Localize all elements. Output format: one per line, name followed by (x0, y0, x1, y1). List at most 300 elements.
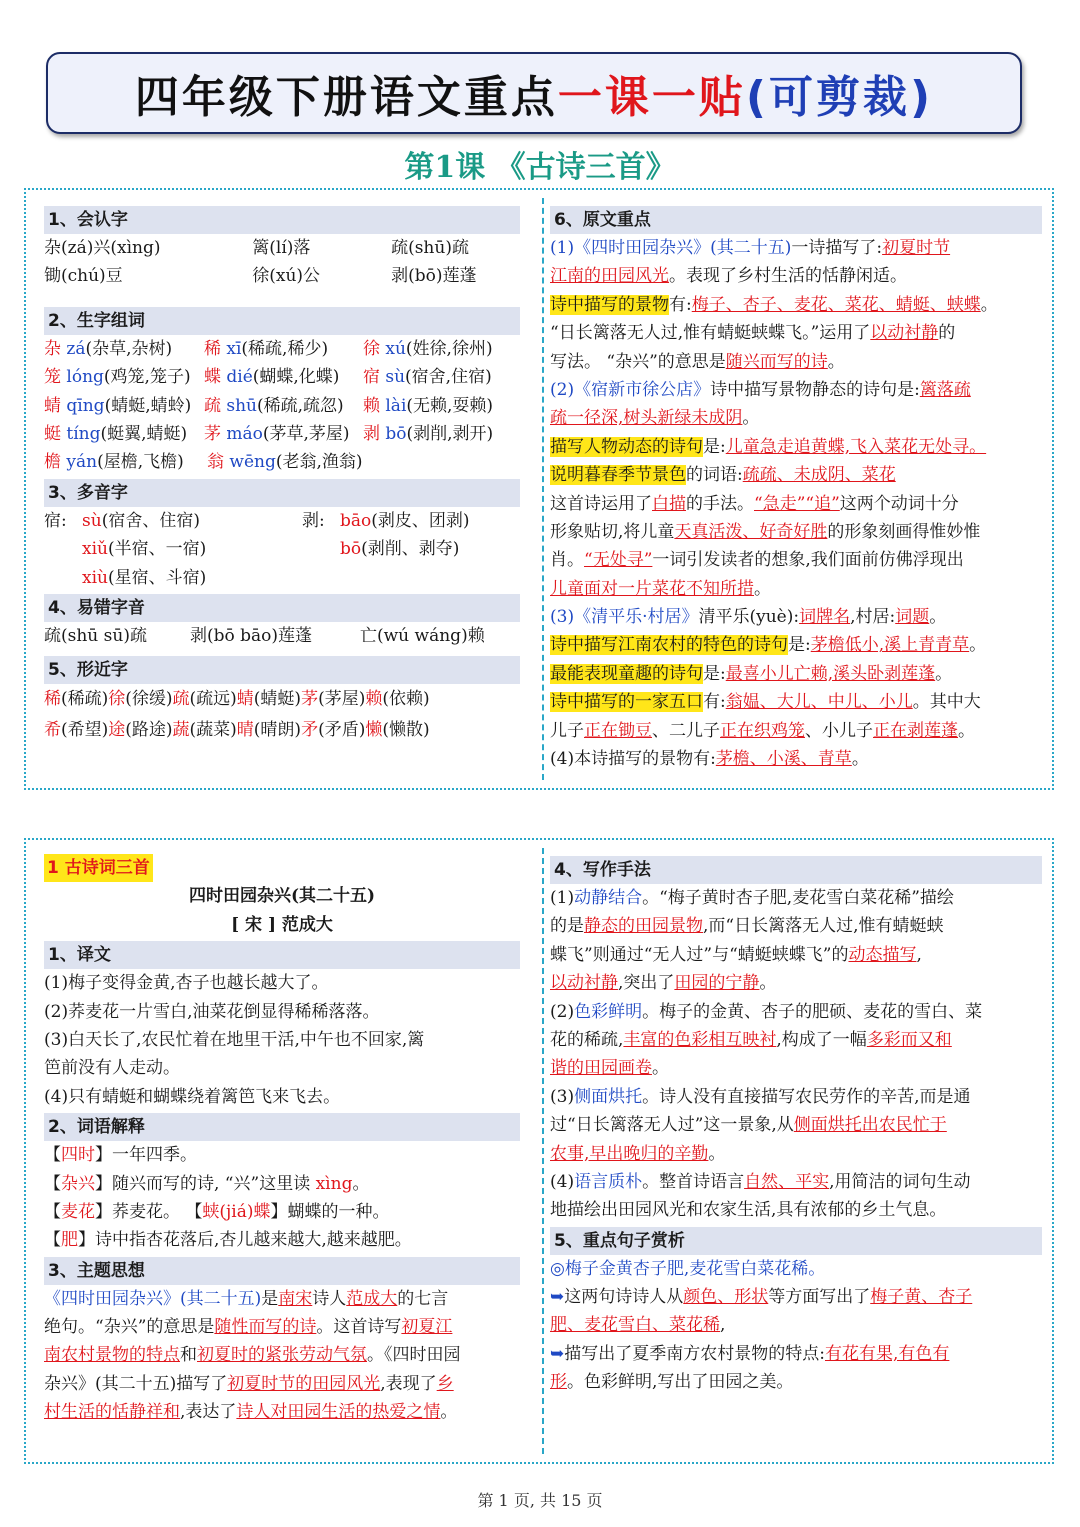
text-segment: 。梅子的金黄、杏子的肥硕、麦花的雪白、菜 (642, 1001, 983, 1022)
polyphone-part: bō (340, 539, 362, 560)
word-compounds: (蜓翼,蜻蜓) (100, 423, 188, 444)
text-segment: 是 (261, 1288, 279, 1309)
word-item (363, 335, 520, 363)
lesson-title: 第1课 《古诗三首》 (404, 150, 676, 185)
polyphone-row (44, 507, 520, 535)
similar-char: 希 (44, 720, 61, 741)
word-char: 稀 (203, 338, 221, 359)
page-title-banner (46, 52, 1022, 134)
word-item (363, 363, 520, 391)
word-pinyin: qīng (61, 395, 105, 416)
note-line (550, 461, 1042, 489)
word-pinyin: sù (379, 367, 406, 388)
poem-reference: 动静结合 (574, 888, 643, 908)
similar-row (44, 715, 520, 746)
similar-word: (晴朗) (253, 720, 302, 741)
text-segment: 绝句。“杂兴”的意思是 (44, 1317, 215, 1338)
title-main: 四年级下册语文重点 (134, 72, 558, 123)
word-compounds: (无赖,耍赖) (406, 395, 494, 416)
pronunciation-part: 剥(bō (190, 625, 241, 646)
key-answer: 随性而写的诗 (214, 1317, 317, 1338)
writing-techniques (550, 884, 1042, 1225)
text-segment: 。诗人没有直接描写农民劳作的辛苦,而是通 (642, 1086, 971, 1107)
note-line (550, 603, 1042, 631)
key-answer: 以动衬静 (870, 323, 939, 344)
text-segment: 过“日长篱落无人过”这一景象,从 (550, 1115, 794, 1136)
polyphone-part: 宿: (44, 510, 67, 531)
word-compounds: (剥削,剥开) (406, 423, 494, 444)
key-answer: 多彩而又和 (866, 1029, 952, 1050)
poem-reference: (3)《清平乐·村居》 (550, 607, 699, 628)
section-header: 1、会认字 (44, 206, 520, 234)
highlight-phrase: 诗中描写江南农村的特色的诗句 (550, 635, 788, 656)
word-row (44, 335, 520, 363)
polyphone-part: xiù (82, 567, 108, 588)
word-item (363, 392, 520, 420)
text-segment: 花的稀疏, (550, 1029, 624, 1050)
text-segment: 蝶飞”则通过“无人过”与“蜻蜓蛱蝶飞”的 (550, 944, 849, 965)
text-segment: 有: (703, 692, 726, 713)
text-segment: 。 (929, 607, 947, 628)
poem-author: [ 宋 ] 范成大 (231, 914, 333, 935)
text-segment: 。整首诗语言 (642, 1171, 745, 1192)
sentence-analysis (550, 1255, 1042, 1397)
word-pinyin: dié (220, 367, 253, 388)
note-line (550, 376, 1042, 404)
similar-word: (蜻蜓) (253, 689, 302, 710)
word-pinyin: tíng (61, 423, 101, 444)
word-row (44, 392, 520, 420)
word-pinyin: xī (220, 338, 242, 359)
text-segment: 。 (759, 973, 777, 994)
note-line (550, 688, 1042, 716)
polyphone-row (44, 535, 520, 563)
key-answer: 静态的田园景物 (584, 916, 703, 937)
note-line (550, 319, 1042, 347)
pronunciation-item (190, 622, 360, 650)
translation-line: (2)荞麦花一片雪白,油菜花倒显得稀稀落落。 (44, 1001, 380, 1022)
similar-char: 懒 (365, 720, 383, 741)
similar-word: (依赖) (382, 689, 430, 710)
text-segment: 这两句诗诗人从 (564, 1287, 684, 1308)
text-segment: 一诗描写了: (791, 238, 883, 258)
text-segment: 诗中描写景物静态的诗句是: (710, 379, 920, 400)
section-header: 3、多音字 (44, 479, 520, 507)
key-answer: 田园的宁静 (674, 973, 760, 994)
polyphone-right (302, 507, 470, 535)
panel-poem-notes (24, 838, 1054, 1464)
text-segment: 肖。 (550, 550, 584, 571)
theme-line (44, 1370, 520, 1398)
key-answer: 随兴而写的诗 (725, 351, 828, 372)
key-answer: 词题 (895, 607, 930, 628)
column-divider (542, 198, 544, 780)
poem-reference: ◎梅子金黄杏子肥,麦花雪白菜花稀。 (550, 1258, 826, 1279)
title-note: (可剪裁) (745, 72, 934, 123)
poem-reference: (1)《四时田园杂兴》(其二十五) (550, 238, 792, 258)
pronunciation-item (360, 622, 520, 650)
key-answer: 谐的田园画卷 (550, 1058, 652, 1079)
poem-reference: 《四时田园杂兴》(其二十五) (44, 1288, 262, 1309)
pronunciation-part: )赖 (461, 625, 485, 646)
translation-list (44, 969, 520, 1111)
panel2-left-column (44, 854, 520, 1427)
text-segment: 的手法。 (686, 493, 754, 514)
text-segment: xìng (315, 1173, 353, 1194)
word-item (44, 420, 204, 448)
word-row (44, 420, 520, 448)
key-answer: 正在织鸡笼 (720, 720, 805, 741)
char-row (44, 234, 520, 262)
word-char: 剥 (362, 423, 380, 444)
panel-key-points (24, 188, 1054, 790)
text-segment: 。色彩鲜明,写出了田园之美。 (567, 1372, 794, 1393)
text-segment: 儿子 (550, 720, 584, 741)
note-line (550, 291, 1042, 319)
word-item (204, 363, 363, 391)
polyphone-list (44, 507, 520, 592)
word-row (44, 363, 520, 391)
key-answer: 词牌名 (799, 607, 851, 628)
word-compounds: (杂草,杂树) (85, 338, 173, 359)
text-segment: 。 (827, 351, 845, 372)
poem-reference: ➥ (550, 1343, 565, 1364)
technique-line (550, 941, 1042, 969)
word-compounds: (鸡笼,笼子) (103, 367, 191, 388)
similar-char: 蔬 (172, 720, 190, 741)
word-compounds: (姓徐,徐州) (405, 338, 493, 359)
char-item: 徐(xú)公 (252, 266, 321, 287)
polyphone-left (44, 535, 302, 563)
text-segment: ,用简洁的词句生动 (829, 1171, 971, 1192)
word-pinyin: bō (379, 423, 407, 444)
text-segment: 是: (788, 635, 811, 656)
text-segment: “日长篱落无人过,惟有蜻蜓蛱蝶飞。”运用了 (550, 323, 871, 344)
char-row (44, 262, 520, 290)
text-segment: (2) (550, 1001, 575, 1022)
glossary-list (44, 1141, 520, 1255)
text-segment: 肥 (61, 1230, 78, 1251)
key-answer: 疏一径深,树头新绿未成阴 (550, 408, 743, 429)
lesson-tag: 1 古诗词三首 (44, 854, 153, 882)
text-segment: 形象贴切,将儿童 (550, 521, 675, 542)
lesson-tag-line (44, 854, 520, 882)
page-number: 第 1 页, 共 15 页 (477, 1491, 603, 1510)
text-segment: 的是 (550, 916, 584, 937)
key-answer: 乡 (436, 1373, 454, 1394)
text-segment: 、二儿子 (652, 720, 720, 741)
section-header: 2、生字组词 (44, 307, 520, 335)
text-segment: 。 (652, 1058, 669, 1079)
note-line (550, 717, 1042, 745)
polyphone-part: bāo (340, 510, 372, 531)
key-answer: 疏疏、未成阴、菜花 (742, 465, 896, 486)
key-answer: 农事,早出晚归的辛勤 (550, 1143, 709, 1164)
text-segment: 地描绘出田园风光和农家生活,具有浓郁的乡土气息。 (550, 1200, 947, 1221)
text-segment: 这首诗运用了 (550, 493, 652, 514)
similar-word: (希望) (61, 720, 109, 741)
key-answer: 正在锄豆 (584, 720, 652, 741)
similar-word: (蔬菜) (189, 720, 237, 741)
glossary-line (44, 1170, 520, 1198)
similar-word: (疏远) (189, 689, 237, 710)
word-compounds: (老翁,渔翁) (275, 452, 363, 473)
text-segment: 四时 (61, 1145, 95, 1166)
similar-char: 徐 (108, 689, 126, 710)
text-segment: 蛱(jiá)蝶 (202, 1201, 271, 1222)
text-segment: 一词引发读者的想象,我们面前仿佛浮现出 (652, 550, 964, 571)
text-segment: 。 (980, 294, 998, 315)
word-item (44, 392, 204, 420)
polyphone-right (302, 535, 459, 563)
word-compounds: (稀疏,疏忽) (257, 395, 344, 416)
key-text-notes (550, 234, 1042, 773)
section-header: 4、易错字音 (44, 594, 520, 622)
word-item (44, 448, 207, 476)
theme-text (44, 1285, 520, 1427)
word-item (363, 420, 520, 448)
word-char: 蜓 (44, 423, 61, 444)
note-line (550, 660, 1042, 688)
text-segment: 。“梅子黄时杏子肥,麦花雪白菜花稀”描绘 (642, 888, 954, 908)
pronunciation-item (44, 622, 190, 650)
word-pinyin: yán (61, 452, 98, 473)
similar-char: 矛 (301, 720, 319, 741)
text-segment: 、小儿子 (805, 720, 873, 741)
polyphone-part: (剥皮、团剥) (371, 510, 470, 531)
text-segment: , (720, 1315, 726, 1336)
text-segment: 【 (44, 1230, 61, 1251)
word-char: 翁 (207, 452, 224, 473)
text-segment: 是: (703, 663, 726, 684)
char-item: 锄(chú)豆 (44, 266, 123, 287)
text-segment: 的七言 (397, 1288, 449, 1309)
text-segment: 的形象刻画得惟妙惟 (827, 521, 981, 542)
pronunciation-row (44, 622, 520, 650)
section-header: 4、写作手法 (550, 856, 1042, 884)
key-answer: 村生活的恬静祥和 (44, 1402, 180, 1423)
similar-chars-list (44, 684, 520, 746)
text-segment: ,突出了 (618, 973, 675, 994)
note-line (550, 348, 1042, 376)
note-line (550, 518, 1042, 546)
key-answer: 颜色、形状 (683, 1287, 769, 1308)
text-segment: 。 (969, 635, 987, 656)
note-line (550, 631, 1042, 659)
key-answer: 初夏时节的田园风光 (227, 1373, 381, 1394)
technique-line (550, 1083, 1042, 1111)
translation-line: (4)只有蜻蜓和蝴蝶绕着篱笆飞来飞去。 (44, 1086, 341, 1107)
polyphone-part: sù (82, 510, 102, 531)
word-pinyin: zá (61, 338, 86, 359)
text-segment: 的词语: (686, 465, 743, 486)
word-char: 宿 (362, 367, 380, 388)
note-line (550, 262, 1042, 290)
note-line (550, 546, 1042, 574)
technique-line (550, 1196, 1042, 1224)
poem-reference: 色彩鲜明 (574, 1001, 643, 1022)
technique-line (550, 1111, 1042, 1139)
pronunciation-part: 亡(wú (360, 625, 415, 646)
polyphone-part: (半宿、一宿) (107, 539, 207, 560)
similar-char: 赖 (365, 689, 383, 710)
word-compounds: (茅草,茅屋) (262, 423, 350, 444)
text-segment: 麦花 (61, 1201, 95, 1222)
similar-word: (矛盾) (318, 720, 366, 741)
key-answer: 初夏江 (401, 1317, 453, 1338)
word-compounds: (蜻蜓,蜻蛉) (104, 395, 192, 416)
technique-line (550, 884, 1042, 912)
similar-char: 疏 (172, 689, 190, 710)
similar-char: 蜻 (236, 689, 254, 710)
polyphone-left (44, 507, 302, 535)
text-segment: ,村居: (850, 607, 896, 628)
polyphone-part: (剥削、剥夺) (361, 539, 460, 560)
section-header: 3、主题思想 (44, 1257, 520, 1285)
word-char: 杂 (44, 338, 61, 359)
pronunciation-part: bāo (240, 625, 272, 646)
key-answer: 诗人对田园生活的热爱之情 (236, 1402, 441, 1423)
note-line (550, 490, 1042, 518)
similar-word: (懒散) (382, 720, 430, 741)
key-answer: 南宋 (278, 1288, 313, 1309)
key-answer: 有花有果,有色有 (824, 1343, 950, 1364)
glossary-line (44, 1141, 520, 1169)
char-item: 篱(lí)落 (252, 238, 311, 258)
section-header: 2、词语解释 (44, 1113, 520, 1141)
key-answer: 丰富的色彩相互映衬 (623, 1029, 777, 1050)
text-segment: 的 (938, 323, 956, 344)
text-segment: 。 (352, 1173, 370, 1194)
key-answer: 梅子黄、杏子 (870, 1287, 973, 1308)
analysis-line (550, 1340, 1042, 1368)
poem-reference: 语言质朴 (574, 1171, 643, 1192)
key-answer: 白描 (652, 493, 686, 514)
translation-line: (1)梅子变得金黄,杏子也越长越大了。 (44, 973, 329, 994)
text-segment: (4)本诗描写的景物有: (550, 749, 716, 770)
key-answer: 江南的田园风光 (550, 266, 669, 287)
text-segment: , (916, 944, 922, 965)
text-segment: 】诗中指杏花落后,杏儿越来越大,越来越肥。 (78, 1230, 412, 1251)
technique-line (550, 1168, 1042, 1196)
panel1-right-column (550, 204, 1042, 773)
text-segment: 。这首诗写 (316, 1317, 402, 1338)
technique-line (550, 1026, 1042, 1054)
word-pinyin: lài (379, 395, 407, 416)
text-segment: 。 (851, 749, 869, 770)
key-answer: 梅子、杏子、麦花、菜花、蜻蜓、蛱蝶 (691, 294, 981, 315)
char-item: 疏(shū)疏 (391, 238, 469, 258)
translation-line: (3)白天长了,农民忙着在地里干活,中午也不回家,篱 (44, 1029, 425, 1050)
word-item (44, 363, 204, 391)
key-answer: 范成大 (346, 1288, 398, 1309)
char-item: 杂(zá)兴(xìng) (44, 238, 161, 258)
theme-line (44, 1313, 520, 1341)
text-segment: 。 (440, 1402, 458, 1423)
text-segment: 描写出了夏季南方农村景物的特点: (564, 1343, 825, 1364)
text-segment: ,构成了一幅 (776, 1029, 867, 1050)
note-line (550, 575, 1042, 603)
polyphone-part: (宿舍、住宿) (101, 510, 200, 531)
highlight-phrase: 说明暮春季节景色 (550, 465, 686, 486)
text-segment: 杂兴》(其二十五)描写了 (44, 1373, 228, 1394)
text-segment: (3) (550, 1086, 575, 1107)
key-answer: 肥、麦花雪白、菜花稀 (550, 1315, 720, 1336)
polyphone-part: xiǔ (82, 539, 108, 560)
text-segment: 等方面写出了 (768, 1287, 871, 1308)
text-segment: 。《四时田园 (367, 1345, 461, 1366)
key-answer: 以动衬静 (550, 973, 618, 994)
char-item: 剥(bō)莲蓬 (391, 266, 477, 287)
theme-line (44, 1285, 520, 1313)
word-char: 蜻 (44, 395, 61, 416)
text-segment: 】蝴蝶的一种。 (270, 1201, 390, 1222)
technique-line (550, 912, 1042, 940)
text-segment: 【 (44, 1173, 61, 1194)
polyphone-part: (星宿、斗宿) (107, 567, 207, 588)
analysis-line (550, 1255, 1042, 1283)
key-answer: 初夏时的紧张劳动气氛 (197, 1345, 367, 1366)
text-segment: 。 (958, 720, 975, 741)
text-segment: 写法。 “杂兴”的意思是 (550, 351, 726, 372)
word-groups-list (44, 335, 520, 477)
word-char: 笼 (44, 367, 61, 388)
similar-word: (路途) (125, 720, 173, 741)
panel1-left-column (44, 204, 520, 746)
note-line (550, 404, 1042, 432)
word-compounds: (宿舍,住宿) (405, 367, 492, 388)
text-segment: (1) (550, 888, 575, 908)
similar-char: 茅 (301, 689, 319, 710)
word-char: 蝶 (203, 367, 221, 388)
word-pinyin: shū (220, 395, 257, 416)
key-answer: “急走”“追” (754, 493, 840, 514)
text-segment: 【 (44, 1145, 61, 1166)
analysis-line (550, 1283, 1042, 1311)
word-item (207, 448, 369, 476)
technique-line (550, 998, 1042, 1026)
highlight-phrase: 最能表现童趣的诗句 (550, 663, 703, 684)
word-compounds: (稀疏,稀少) (241, 338, 329, 359)
word-char: 茅 (203, 423, 221, 444)
text-segment: ,而“日长篱落无人过,惟有蜻蜓蛱 (703, 916, 944, 937)
key-answer: 儿童急走追黄蝶,飞入菜花无处寻。 (725, 436, 987, 457)
text-segment: 【 (44, 1201, 61, 1222)
text-segment: 。 (742, 408, 760, 429)
pronunciation-part: sū (103, 625, 124, 646)
text-segment: 这两个动词十分 (839, 493, 959, 514)
word-pinyin: xú (379, 338, 406, 359)
key-answer: 南农村景物的特点 (44, 1345, 180, 1366)
similar-word: (徐缓) (125, 689, 173, 710)
highlight-phrase: 诗中描写的一家五口 (550, 692, 703, 713)
key-answer: 动态描写 (848, 944, 917, 965)
section-header: 5、重点句子赏析 (550, 1227, 1042, 1255)
word-pinyin: wēng (224, 452, 276, 473)
key-answer: 翁媪、大儿、中儿、小儿 (725, 692, 913, 713)
word-pinyin: lóng (61, 367, 104, 388)
word-char: 赖 (362, 395, 380, 416)
text-segment: 杂兴 (61, 1173, 95, 1194)
word-item (44, 335, 204, 363)
panel2-right-column (550, 854, 1042, 1397)
text-segment: 诗人 (312, 1288, 347, 1309)
key-answer: 形 (550, 1372, 567, 1393)
translation-line: 笆前没有人走动。 (44, 1058, 180, 1079)
key-answer: 最喜小儿亡赖,溪头卧剥莲蓬 (725, 663, 936, 684)
similar-word: (稀疏) (61, 689, 109, 710)
theme-line (44, 1341, 520, 1369)
